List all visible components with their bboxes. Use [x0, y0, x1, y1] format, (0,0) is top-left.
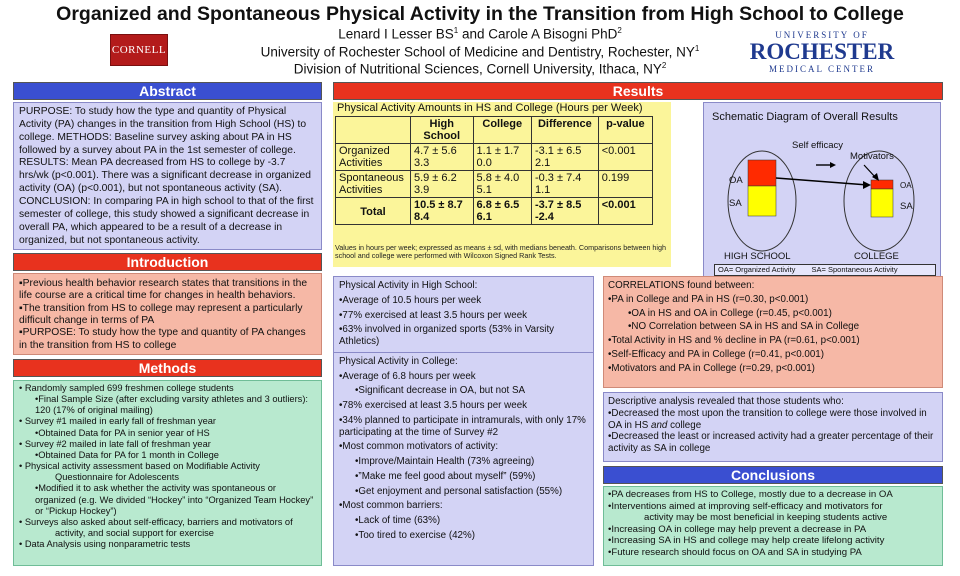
college-oa-bar	[871, 180, 893, 189]
table-header: p-value	[598, 117, 652, 144]
table-header: High School	[410, 117, 473, 144]
abstract-box	[13, 102, 322, 250]
author-2: Carole A Bisogni PhD	[488, 26, 618, 42]
college-item: •Get enjoyment and personal satisfaction (55%)	[355, 485, 563, 497]
decline-arrow	[776, 178, 868, 185]
table-cell: <0.001	[598, 144, 652, 171]
conclusion-item: •Future research should focus on OA and SA in studying PA	[608, 546, 862, 558]
table-header: College	[473, 117, 531, 144]
intro-item-3: ▪PURPOSE: To study how the type and quantity of PA changes in the transition from HS to college	[19, 327, 306, 351]
table-header-row	[336, 117, 653, 144]
college-item: •Significant decrease in OA, but not SA	[355, 385, 526, 397]
table-cell: 1.1 ± 1.7 0.0	[473, 144, 531, 171]
conclusion-item: •PA decreases from HS to College, mostly due to a decrease in OA	[608, 489, 893, 500]
descriptive-heading: Descriptive analysis revealed that those students who:	[608, 396, 844, 407]
table-cell: 4.7 ± 5.6 3.3	[410, 144, 473, 171]
methods-heading: Methods	[13, 359, 322, 377]
hs-college-pa-box	[333, 276, 594, 566]
pa-table-note: Values in hours per week; expressed as means ± sd, with medians beneath. Comparisons between high school and college were performed with Wilcoxon Signed Rank Tests.	[335, 243, 667, 261]
correlation-item: •OA in HS and OA in College (r=0.45, p<0.001)	[628, 307, 832, 319]
correlation-item: •PA in College and PA in HS (r=0.30, p<0.001)	[608, 293, 809, 305]
college-item: •Average of 6.8 hours per week	[339, 370, 476, 382]
table-cell: -3.7 ± 8.5 -2.4	[531, 198, 598, 225]
table-cell: 10.5 ± 8.7 8.4	[410, 198, 473, 225]
correlations-box	[603, 276, 943, 388]
introduction-heading: Introduction	[13, 253, 322, 271]
schematic-diagram	[703, 102, 941, 277]
table-cell: 5.9 ± 6.2 3.9	[410, 171, 473, 198]
affiliation-2: Division of Nutritional Sciences, Cornell University, Ithaca, $NY^2$	[293, 61, 667, 77]
college-sa-bar	[871, 189, 893, 217]
motivators-label: Motivators	[850, 151, 894, 162]
methods-item: •Obtained Data for PA in senior year of HS	[35, 427, 210, 438]
abstract-text: PURPOSE: To study how the type and quantity of Physical Activity (PA) changes in the transition from High School (HS) to college. METHODS: Baseline survey asking about PA in HS followed by a survey about PA in the 1st semester of college. RESULTS: Mean PA decreased from HS to college by -3.7 hrs/wk (p<0.001). There was a significant decrease in organized activity (OA) (p<0.001), but not spontaneous activity (SA). CONCLUSION: In comparing PA in high school to that of the first semester of college, this study showed a significant decrease in overall PA, which appeared to be a result of a decrease in organized, but not spontaneous activity.	[19, 106, 314, 246]
table-cell: 5.8 ± 4.0 5.1	[473, 171, 531, 198]
methods-item: activity, and social support for exercise	[55, 528, 214, 539]
table-cell: -3.1 ± 6.5 2.1	[531, 144, 598, 171]
poster-header	[0, 0, 960, 80]
correlation-item: •Motivators and PA in College (r=0.29, p<0.001)	[608, 362, 815, 374]
intro-item-1: ▪Previous health behavior research states that transitions in the life course are a critical time for changes in health behaviors.	[19, 278, 308, 302]
rochester-logo: UNIVERSITY OF ROCHESTER MEDICAL CENTER	[749, 30, 895, 74]
college-item: •Lack of time (63%)	[355, 515, 441, 526]
hs-item: •63% involved in organized sports (53% in Varsity Athletics)	[339, 324, 555, 347]
table-cell: 6.8 ± 6.5 6.1	[473, 198, 531, 225]
hs-label: HIGH SCHOOL	[724, 251, 791, 262]
table-row	[336, 171, 653, 198]
diagram-legend	[714, 264, 936, 276]
table-cell: Spontaneous Activities	[336, 171, 411, 198]
hs-heading: Physical Activity in High School:	[339, 280, 478, 291]
table-cell: Organized Activities	[336, 144, 411, 171]
college-oa-label: OA	[900, 181, 912, 190]
author-2-sup: 2	[617, 26, 622, 35]
college-item: •Most common motivators of activity:	[339, 441, 499, 453]
correlation-item: •Self-Efficacy and PA in College (r=0.41, p<0.001)	[608, 348, 825, 360]
college-item: •”Make me feel good about myself” (59%)	[355, 470, 536, 482]
college-item: •Improve/Maintain Health (73% agreeing)	[355, 456, 535, 467]
self-efficacy-label: Self efficacy	[792, 140, 844, 151]
college-item: •34% planned to participate in intramurals, with only 17% participating at the time of Survey #2	[339, 414, 586, 438]
table-cell: -0.3 ± 7.4 1.1	[531, 171, 598, 198]
diagram-title: Schematic Diagram of Overall Results	[712, 111, 898, 123]
conclusions-heading: Conclusions	[603, 466, 943, 484]
methods-item: • Physical activity assessment based on Modifiable Activity	[19, 461, 260, 472]
table-row	[336, 198, 653, 225]
conclusions-box	[603, 486, 943, 566]
cornell-logo	[110, 34, 168, 66]
table-cell: 0.199	[598, 171, 652, 198]
table-header: Difference	[531, 117, 598, 144]
college-item: •78% exercised at least 3.5 hours per week	[339, 400, 528, 411]
table-header	[336, 117, 411, 144]
pa-table-title: Physical Activity Amounts in HS and College (Hours per Week)	[337, 102, 643, 114]
correlation-item: •NO Correlation between SA in HS and SA in College	[628, 321, 860, 333]
methods-item: • Randomly sampled 699 freshmen college students	[19, 383, 234, 393]
methods-item: • Survey #2 mailed in late fall of freshman year	[19, 438, 211, 449]
legend-sa: SA= Spontaneous Activity	[811, 265, 898, 274]
abstract-heading: Abstract	[13, 82, 322, 100]
table-cell: Total	[336, 198, 411, 225]
college-sa-label: SA	[900, 201, 913, 212]
cornell-logo-text: CORNELL	[111, 44, 167, 56]
correlations-heading: CORRELATIONS found between:	[608, 280, 755, 291]
methods-item: • Data Analysis using nonparametric tests	[19, 539, 191, 550]
methods-item: •Modified it to ask whether the activity was spontaneous or organized (e.g. We divided “Hockey” into “Organized Team Hockey” or “Pickup Hockey”)	[35, 483, 314, 516]
poster-title: Organized and Spontaneous Physical Activity in the Transition from High School to College	[56, 3, 904, 25]
methods-item: • Survey #1 mailed in early fall of freshman year	[19, 416, 217, 427]
descriptive-item: •Decreased the least or increased activity had a greater percentage of their activity as SA in college	[608, 431, 934, 454]
college-label: COLLEGE	[854, 251, 899, 262]
authors-and: and	[458, 26, 489, 42]
results-heading: Results	[333, 82, 943, 100]
pa-table	[335, 116, 653, 225]
hs-item: •Average of 10.5 hours per week	[339, 294, 482, 306]
hs-sa-bar	[748, 186, 776, 216]
methods-item: •Final Sample Size (after excluding varsity athletes and 3 outliers): 120 (17% of original mailing)	[35, 394, 308, 416]
methods-box	[13, 380, 322, 566]
affiliation-1: University of Rochester School of Medicine and Dentistry, Rochester, $NY^1$	[260, 44, 700, 60]
author-1-sup: 1	[453, 26, 459, 35]
table-cell: <0.001	[598, 198, 652, 225]
methods-item: Questionnaire for Adolescents	[55, 472, 180, 483]
intro-item-2: ▪The transition from HS to college may represent a particularly difficult change in terms of PA	[19, 302, 303, 327]
hs-sa-label: SA	[729, 198, 742, 209]
conclusion-item: •Increasing SA in HS and college may help create lifelong activity	[608, 535, 885, 546]
conclusion-item: •Increasing OA in college may help prevent a decrease in PA	[608, 523, 867, 535]
conclusion-item: •Interventions aimed at improving self-efficacy and motivators for	[608, 500, 883, 512]
descriptive-item: •Decreased the most upon the transition to college were those involved in OA in HS and college	[608, 407, 927, 431]
correlation-item: •Total Activity in HS and % decline in PA (r=0.61, p<0.001)	[608, 335, 860, 346]
hs-oa-bar	[748, 160, 776, 186]
college-item: •Too tired to exercise (42%)	[355, 529, 475, 541]
hs-oa-label: OA	[729, 175, 743, 186]
introduction-box	[13, 273, 322, 355]
methods-item: •Obtained Data for PA for 1 month in College	[35, 449, 219, 460]
descriptive-box	[603, 392, 943, 462]
legend-oa: OA= Organized Activity	[718, 265, 796, 274]
conclusion-item: activity may be most beneficial in keeping students active	[644, 512, 888, 523]
author-1: Lenard I Lesser BS	[338, 26, 454, 42]
hs-item: •77% exercised at least 3.5 hours per week	[339, 309, 528, 321]
table-row	[336, 144, 653, 171]
college-item: •Most common barriers:	[339, 500, 443, 512]
methods-item: • Surveys also asked about self-efficacy, barriers and motivators of	[19, 516, 293, 527]
college-heading: Physical Activity in College:	[339, 355, 458, 367]
